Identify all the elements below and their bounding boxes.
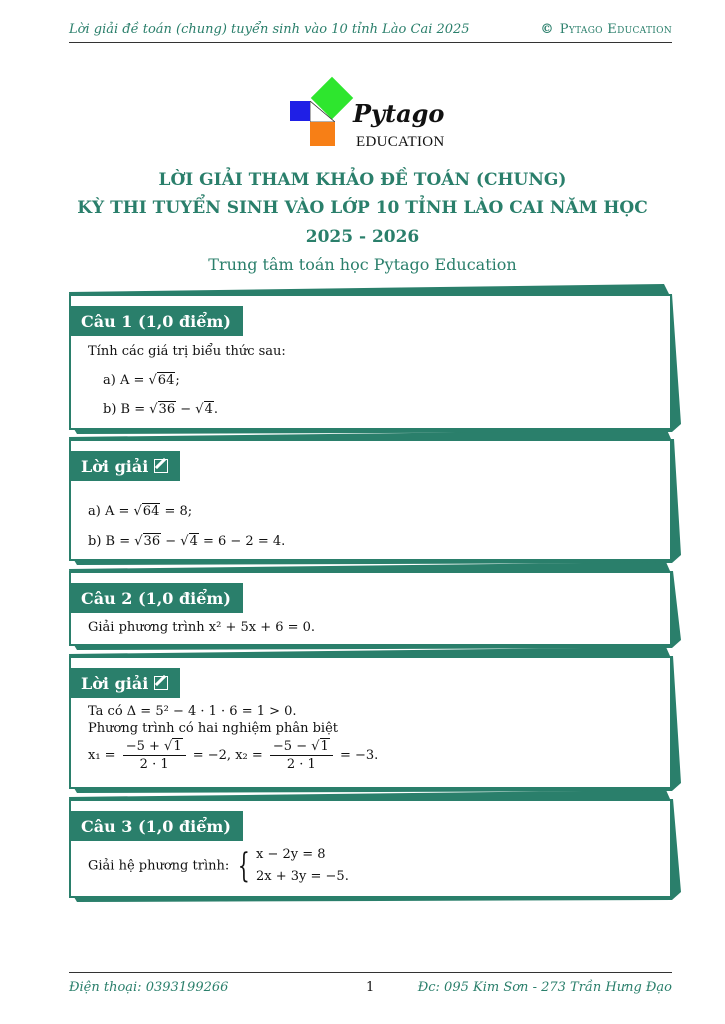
question-2-box [69, 571, 672, 646]
question-3-box [69, 799, 672, 898]
pytago-logo [289, 76, 459, 156]
question-1-part-a [88, 372, 286, 389]
fraction-numerator [123, 738, 186, 756]
solution-1-part-b [88, 533, 285, 550]
logo-orange-square [310, 122, 335, 146]
equation-2: 2x + 3y = −5. [256, 869, 349, 884]
solution-2-roots [88, 738, 378, 773]
copyright-icon: © [540, 22, 554, 37]
sqrt-sign: √4 [180, 534, 198, 549]
sqrt-radicand: 4 [204, 402, 213, 417]
sqrt-radicand: 1 [173, 739, 182, 754]
question-2-content [88, 619, 315, 636]
equation-system [233, 844, 348, 888]
doc-title-line1: LỜI GIẢI THAM KHẢO ĐỀ TOÁN (CHUNG) [158, 170, 567, 190]
solution-1-part-a [88, 503, 285, 520]
page-number: 1 [366, 980, 375, 995]
equation-1: x − 2y = 8 [256, 847, 326, 862]
question-3-intro: Giải hệ phương trình: [88, 858, 234, 874]
edit-icon [154, 676, 168, 690]
sqrt-radicand: 36 [143, 534, 161, 549]
footer-address: Đc: 095 Kim Sơn - 273 Trần Hưng Đạo [417, 980, 672, 995]
part-a-prefix: a) A = [88, 504, 134, 519]
x2-fraction [270, 738, 333, 773]
sqrt-radicand: 1 [320, 739, 329, 754]
sqrt-radicand: 64 [142, 504, 160, 519]
numerator-prefix: −5 − [272, 739, 312, 754]
sqrt-sign: √36 [149, 402, 176, 417]
solution-2-content [88, 703, 378, 773]
question-1-intro: Tính các giá trị biểu thức sau: [88, 344, 286, 359]
sqrt-sign: √1 [164, 739, 182, 754]
logo-triangle [310, 101, 335, 122]
sqrt-sign: √4 [195, 402, 213, 417]
solution-1-tag [69, 451, 180, 481]
solution-1-label: Lời giải [81, 457, 149, 476]
question-1-part-b [88, 401, 286, 418]
solution-2-delta: Ta có Δ = 5² − 4 · 1 · 6 = 1 > 0. [88, 704, 297, 719]
sqrt-sign: √36 [134, 534, 161, 549]
logo-blue-square [290, 101, 310, 121]
part-b-minus: − [176, 402, 196, 417]
sqrt-radicand: 4 [189, 534, 198, 549]
numerator-prefix: −5 + [125, 739, 165, 754]
solution-1-content [88, 503, 285, 550]
sqrt-sign: √64 [148, 373, 175, 388]
page-header [69, 22, 672, 43]
page-footer [69, 972, 672, 995]
logo-subtitle: EDUCATION [356, 134, 445, 150]
question-3-system [88, 844, 349, 888]
part-b-minus: − [161, 534, 181, 549]
edit-icon [154, 459, 168, 473]
header-brand-name: Pytago Education [559, 22, 672, 37]
fraction-denominator: 2 · 1 [139, 757, 169, 772]
footer-phone: Điện thoại: 0393199266 [69, 980, 229, 995]
fraction-denominator: 2 · 1 [286, 757, 316, 772]
question-3-content [88, 844, 349, 888]
x2-result: = −3. [335, 748, 379, 763]
question-1-box [69, 294, 672, 430]
solution-2-statement: Phương trình có hai nghiệm phân biệt [88, 721, 338, 736]
question-3-tag: Câu 3 (1,0 điểm) [69, 811, 243, 841]
part-a-suffix: ; [175, 373, 180, 388]
doc-title-year: 2025 - 2026 [305, 227, 420, 247]
x1-label: x₁ = [88, 748, 120, 763]
part-b-prefix: b) B = [103, 402, 150, 417]
question-1-content [88, 343, 286, 418]
fraction-numerator [270, 738, 333, 756]
solution-2-box [69, 656, 672, 789]
solution-2-tag [69, 668, 180, 698]
sqrt-sign: √64 [133, 504, 160, 519]
sqrt-sign: √1 [311, 739, 329, 754]
part-a-suffix: = 8; [160, 504, 193, 519]
sqrt-radicand: 64 [157, 373, 175, 388]
doc-title-line2: KỲ THI TUYỂN SINH VÀO LỚP 10 TỈNH LÀO CAI NĂM HỌC [77, 198, 648, 218]
question-1-tag: Câu 1 (1,0 điểm) [69, 306, 243, 336]
part-b-prefix: b) B = [88, 534, 135, 549]
part-a-prefix: a) A = [103, 373, 149, 388]
solution-2-label: Lời giải [81, 674, 149, 693]
question-2-tag: Câu 2 (1,0 điểm) [69, 583, 243, 613]
sqrt-radicand: 36 [158, 402, 176, 417]
equation-rows [256, 844, 349, 888]
x1-result: = −2, x₂ = [188, 748, 267, 763]
header-brand [540, 22, 672, 37]
part-b-suffix: = 6 − 2 = 4. [198, 534, 286, 549]
question-2-text: Giải phương trình x² + 5x + 6 = 0. [88, 620, 316, 635]
logo-name: Pytago [353, 99, 445, 128]
header-title: Lời giải đề toán (chung) tuyển sinh vào 10 tỉnh Lào Cai 2025 [69, 22, 470, 37]
left-brace: { [238, 846, 251, 886]
x1-fraction [123, 738, 186, 773]
part-b-suffix: . [213, 402, 218, 417]
doc-subtitle: Trung tâm toán học Pytago Education [208, 255, 517, 274]
solution-1-box [69, 439, 672, 561]
